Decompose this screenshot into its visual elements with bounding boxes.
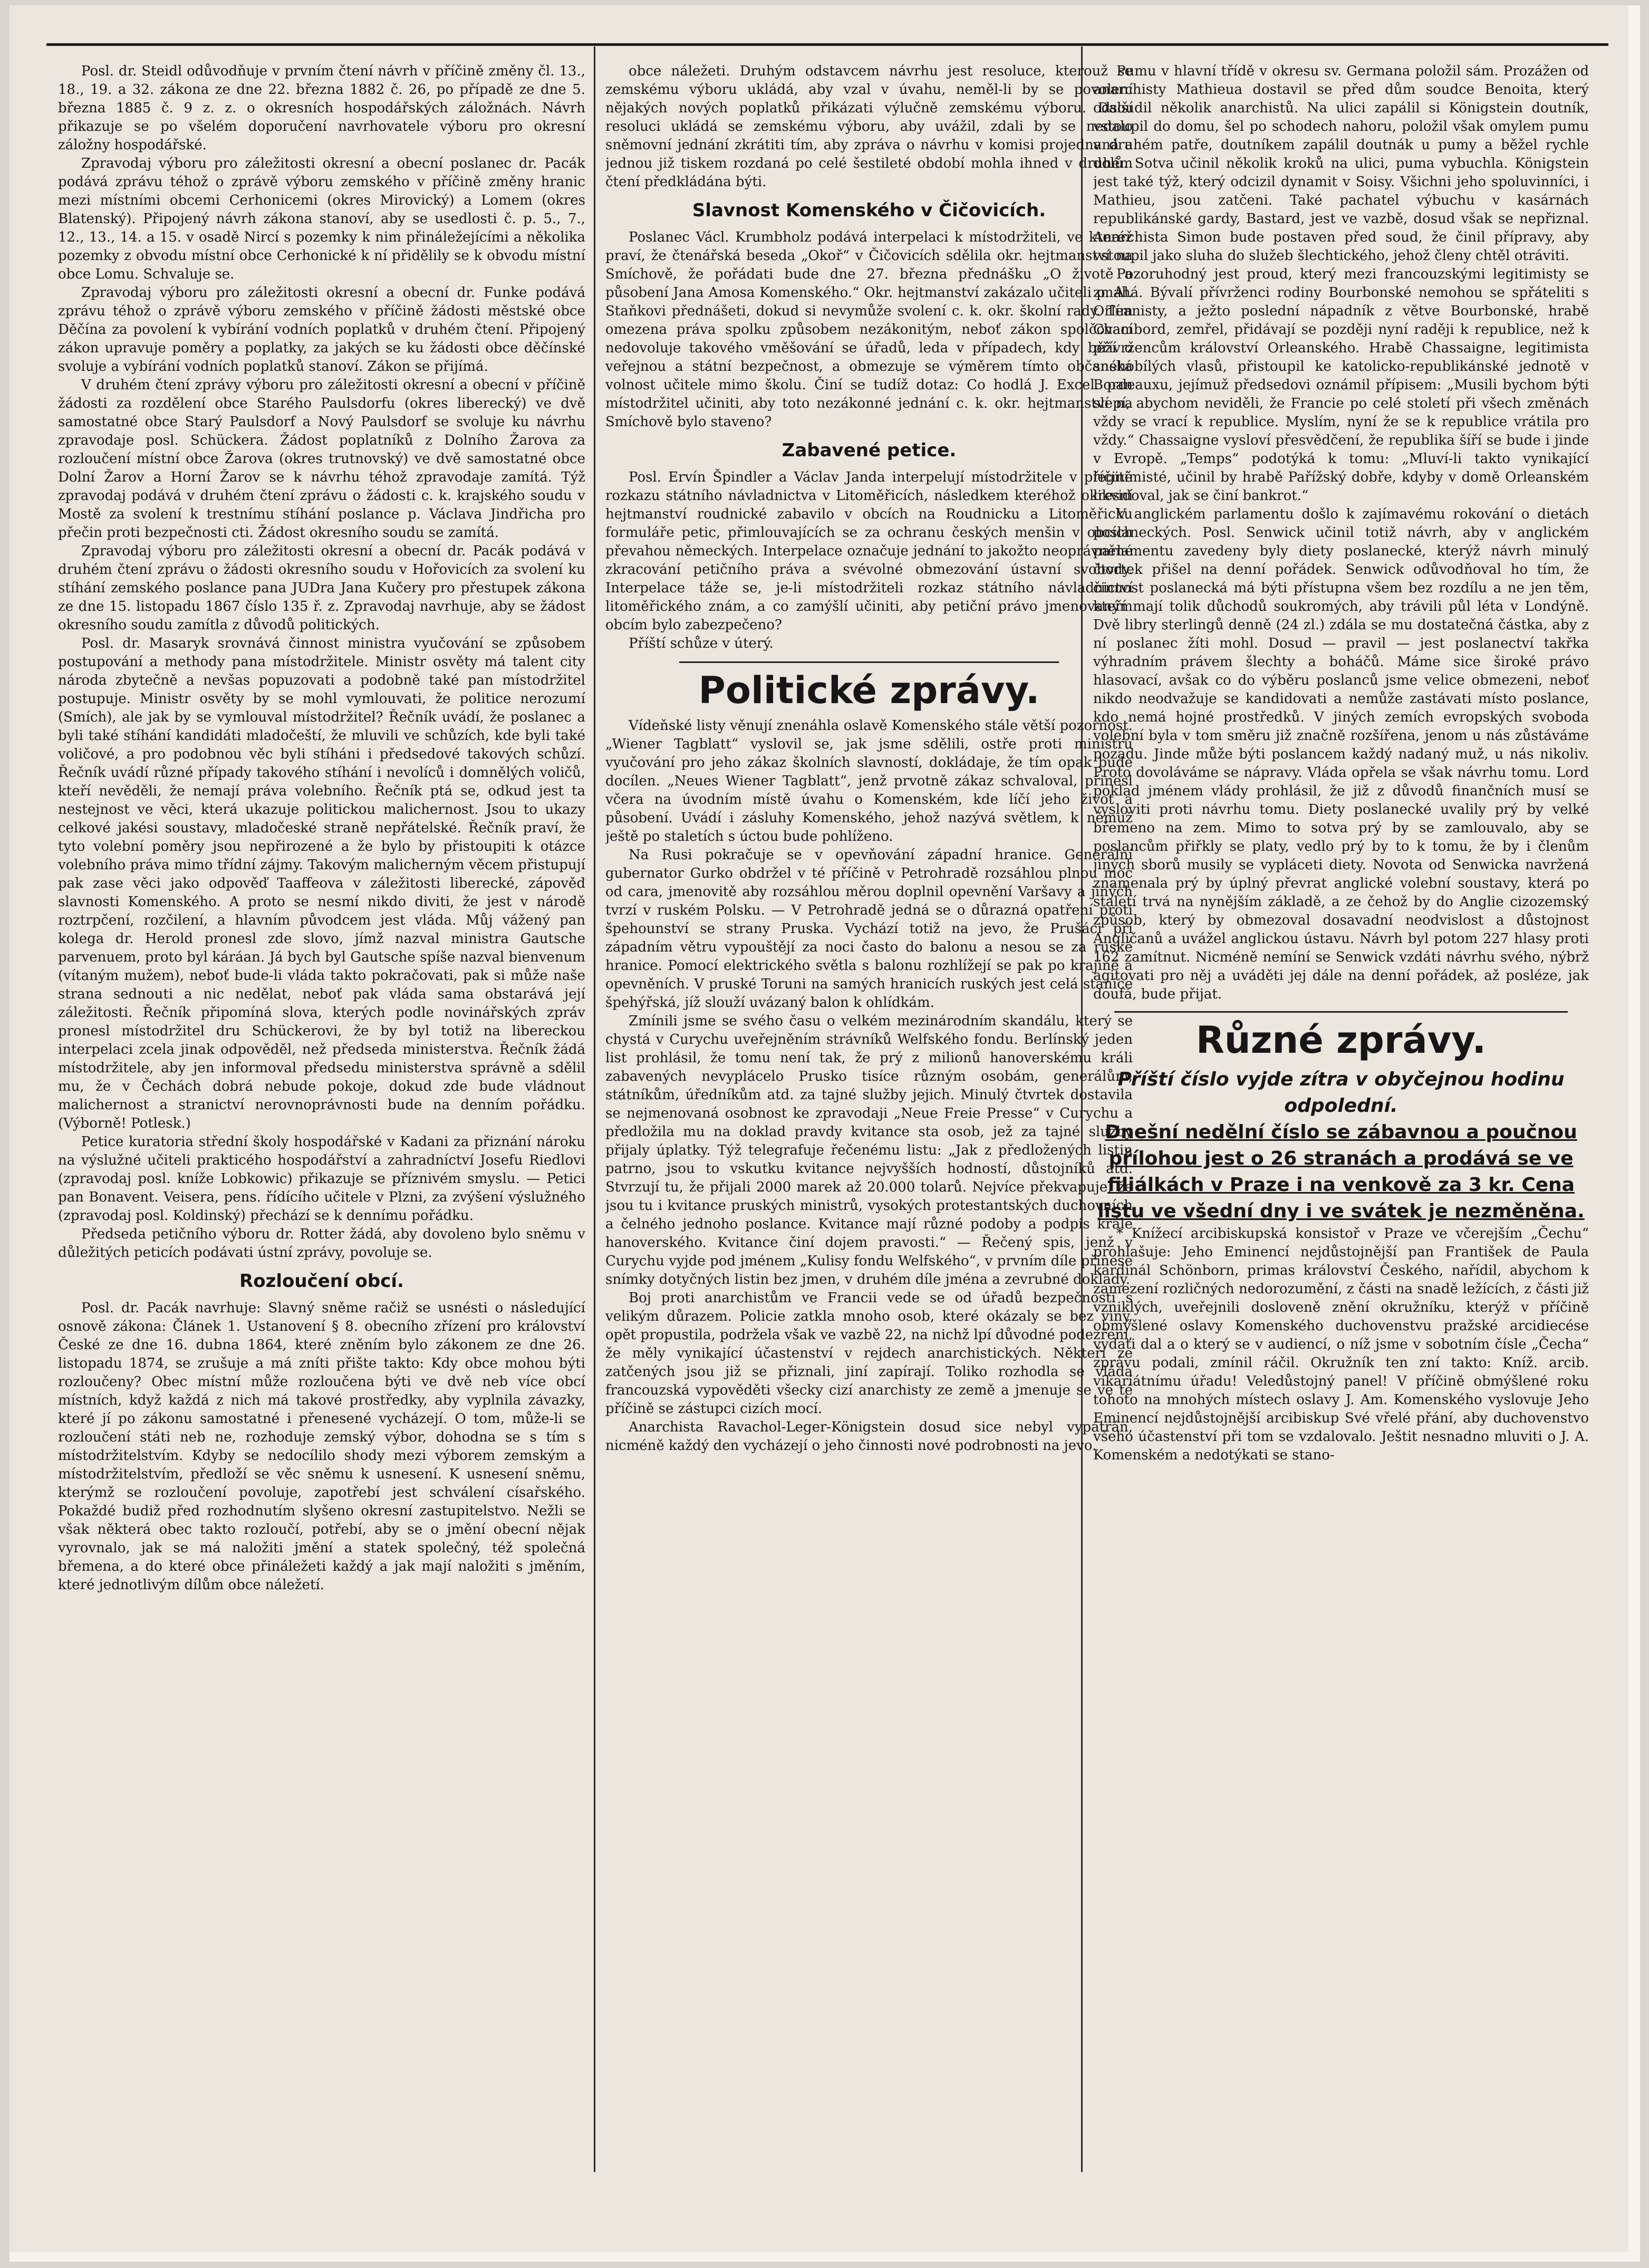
section-title: Politické zprávy.	[698, 669, 1040, 712]
article-text: Pozoruhodný jest proud, který mezi francouzskými legitimisty se zmáhá. Bývalí přívrženci rodiny Bourbonské nemohou se spřáteliti s Orleanisty, a ježto poslední nápadník z větve Bourbonské, hrabě Chambord, zemřel, přidávají se později nyní raději k republice, než k přívržencům království Orleanského. Hrabě Chassaigne, legitimista snéhobílých vlasů, přistoupil ke katolicko-republikánské jednotě v Bordeauxu, jejímuž předsedovi oznámil přípisem: „Musili bychom býti slepí, abychom neviděli, že Francie po celé století při všech změnách vždy se vrací k republice. Myslím, nyní že se k republice vrátila pro vždy.“ Chassaigne vysloví přesvědčení, že republika šíří se bude i jinde v Evropě. „Temps“ podotýká k tomu: „Mluví-li takto vynikající legitimisté, učinil by hrabě Pařížský dobře, kdyby v domě Orleanském likvidoval, jak se činí bankrot.“	[1093, 266, 1589, 504]
article-text: Zpravodaj výboru pro záležitosti okresní a obecní dr. Funke podává zprávu téhož o zprávě výboru zemského v příčině žádosti městské obce Děčína za povolení k vybírání vodních poplatků v druhém čtení. Připojený zákon upravuje poměry a poplatky, za jakých se ku žádosti obce děčínské svoluje a vybírání vodních poplatků stanoví. Zákon se přijímá.	[58, 285, 585, 374]
column-3	[1093, 62, 1589, 2172]
article-text: Posl. dr. Steidl odůvodňuje v prvním čtení návrh v příčině změny čl. 13., 18., 19. a 32. zákona ze dne 22. března 1882 č. 26, po případě ze dne 5. března 1885 č. 9 z. z. o okresních hospodářských záložnách. Návrh přikazuje se po všelém doporučení navrhovatele výboru pro okresní záložny hospodářské.	[58, 63, 585, 153]
page-edge-right	[1628, 5, 1640, 2262]
article-text: Posl. Ervín Špindler a Václav Janda interpelují místodržitele v příčině rozkazu státního návladnictva v Litoměřicích, následkem kteréhož okresní hejtmanství roudnické zabavilo v obcích na Roudnicku a Litoměřicku formuláře petic, přimlouvajících se za ochranu českých menšin v obcích převahou německých. Interpelace označuje jednání to jakožto neoprávněné zkracování petičního práva a svévolné obmezování ústavní svobody. Interpelace táže se, je-li místodržiteli rozkaz státního návladnictví litoměřického znám, a co zamýšlí učiniti, aby petiční právo jmenovaným obcím bylo zabezpečeno?	[605, 469, 1133, 633]
divider	[1114, 1011, 1568, 1013]
article-text: Předseda petičního výboru dr. Rotter žádá, aby dovoleno bylo sněmu v důležitých peticích podávati ústní zprávy, povoluje se.	[58, 1226, 585, 1261]
column-rule-1	[594, 46, 595, 2172]
divider	[679, 661, 1059, 663]
section-heading: Rozloučení obcí.	[239, 1271, 404, 1292]
article-text: * Knížecí arcibiskupská konsistoř v Praze ve včerejším „Čechu“ prohlašuje: Jeho Eminencí nejdůstojnější pan František de Paula kardinál Schönborn, primas království Českého, nařídil, abychom k zamezení rozličných nedorozumění, z části na snadě ležících, z části již vzniklých, uveřejnili dosloveně znění okružníku, kterýž v příčině obmýšlené oslavy Komenského duchovenstvu pražské arcidiecése vydati dal a o který se v audiencí, o níž jsme v sobotním čísle „Čecha“ zprávu podali, zmínil ráčil. Okružník ten zní takto: Kníž. arcib. vikariátnímu úřadu! Veledůstojný panel! V příčině obmýšlené roku tohoto na mnohých místech oslavy J. Am. Komenského vyslovuje Jeho Eminencí nejdůstojnější arcibiskup Své vřelé přání, aby duchovenstvo všeho účastenství při tom se vzdalovalo. Ještit nesnadno mluviti o J. A. Komenském a nedotýkati se stano-	[1093, 1226, 1589, 1463]
article-text: Vídeňské listy věnují znenáhla oslavě Komenského stále větší pozornost. „Wiener Tagblatt“ vyslovil se, jak jsme sdělili, ostře proti ministru vyučování pro jeho zákaz školních slavností, dokládaje, že tím opak bude docílen. „Neues Wiener Tagblatt“, jenž prvotně zákaz schvaloval, přinesl včera na úvodním místě úvahu o Komenském, kde líčí jeho život a působení. Uvádí i zásluhy Komenského, jehož nazývá světlem, k němuž ještě po staletích s úctou bude pohlíženo.	[605, 718, 1133, 844]
article-text: Anarchista Ravachol-Leger-Königstein dosud sice nebyl vypátrán, nicméně každý den vycházejí o jeho činnosti nové podrobnosti na jevo.	[605, 1419, 1133, 1454]
article-text: Poslanec Václ. Krumbholz podává interpelaci k místodržiteli, ve kteréž praví, že čtenářská beseda „Okoř“ v Čičovicích sdělila okr. hejtmanství na Smíchově, že pořádati bude dne 27. března přednášku „O životě a působení Jana Amosa Komenského.“ Okr. hejtmanství zakázalo učiteli p. Al. Staňkovi přednášeti, dokud si nevymůže svolení c. k. okr. školní rady. Tím omezena práva spolku způsobem nezákonitým, neboť zákon spolčovací nedovoluje takového vměšování se úřadů, leda v případech, kdy běží o veřejnou a státní bezpečnost, a obmezuje se výměrem tímto občanská volnost učitele mimo školu. Činí se tudíž dotaz: Co hodlá J. Excel. pan místodržitel učiniti, aby toto nezákonné jednání c. k. okr. hejtmanství na Smíchově bylo staveno?	[605, 229, 1133, 430]
article-text: Petice kuratoria střední školy hospodářské v Kadani za přiznání nároku na výslužné učiteli prakticého hospodářství a zahradníctví Josefu Riedlovi (zpravodaj posl. kníže Lobkowic) přikazuje se příznivém smyslu. — Petici pan Bonavent. Veisera, pens. řídícího učitele v Plzni, za zvýšení výslužného (zpravodaj posl. Koldinský) přechází se k dennímu pořádku.	[58, 1134, 585, 1224]
notice-sunday-supplement: Dnešní nedělní číslo se zábavnou a poučnou přílohou jest o 26 stranách a prodává se ve filiálkách v Praze i na venkově za 3 kr. Cena listu ve všední dny i ve svátek je nezměněna.	[1097, 1121, 1585, 1222]
article-text: V druhém čtení zprávy výboru pro záležitosti okresní a obecní v příčině žádosti za rozdělení obce Starého Paulsdorfu (okres liberecký) ve dvě samostatné obce Starý Paulsdorf a Nový Paulsdorf se svoluje ku návrhu zpravodaje posl. Schückera. Žádost poplatníků z Dolního Žarova za rozloučení místní obce Žarova (okres trutnovský) ve dvě samostatné obce Dolní Žarov a Horní Žarov se k návrhu téhož zpravodaje zamítá. Týž zpravodaj podává v druhém čtení zprávu o žádosti c. k. krajského soudu v Mostě za svolení k trestnímu stíhání poslance p. Václava Jindřicha pro přečin proti bezpečnosti cti. Žádost okresního soudu se zamítá.	[58, 377, 585, 541]
article-text: Posl. dr. Masaryk srovnává činnost ministra vyučování se způsobem postupování a methody pana místodržitele. Ministr osvěty má talent city národa zbytečně a nevšas popuzovati a podobně také pan místodržitel postupuje. Ministr osvěty by se mohl vymlouvati, že politice nerozumí (Smích), ale jak by se vymlouval místodržitel? Řečník uvádí, že poslanec a byli také stíhání kandidáti mladočeští, že mluvili ve schůzích, kde byli také voličové, a pro podobnou věc byli stíháni i předsedové takových schůzí. Řečník uvádí různé případy takového stíhání i nevolíců i domnělých voličů, kteří nevěděli, že nemají práva volebního. Řečník ptá se, odkud jest ta nestejnost ve věci, která ukazuje politickou malichernost. Jsou to ukazy celkové jakési soustavy, mladočeské straně nepřátelské. Řečník praví, že tyto volební poměry jsou nepřirozené a že bylo by přistoupiti k otázce volebního práva mimo třídní zájmy. Takovým malicherným věcem přistupují pak zase věci jako odpověď Taaffeova v záležitosti liberecké, zápověď slavnosti Komenského. A proto se nesmí nikdo diviti, že jest v národě roztrpčení, rozčilení, a hlavním původcem jest vláda. Můj vážený pan kolega dr. Herold pronesl zde slovo, jímž nazval ministra Gautsche parvenuem, proto byl káráan. Já bych byl Gautsche spíše nazval bienvenum (vítaným mužem), neboť bude-li vláda takto pokračovati, pak si může naše strana sednouti a nic nedělat, neboť pak vláda sama obstarává její záležitosti. Řečník připomíná slova, kterých podle novinářských zpráv pronesl místodržitel dru Schückerovi, že by byl totiž na libereckou interpelaci zcela jinak odpověděl, než předseda ministerstva. Řečník žádá místodržitele, aby jen informoval předsedu ministerstva správně a sdělil mu, že v Čechách dobrá nebude pokoje, dokud zde bude vládnout malichernost a stranictví nerovnoprávnosti bude na denním pořádku. (Výborně! Potlesk.)	[58, 636, 585, 1131]
column-1	[58, 62, 585, 2172]
article-text: Posl. dr. Pacák navrhuje: Slavný sněme račiž se usnésti o následující osnově zákona: Článek 1. Ustanovení § 8. obecního zřízení pro království České ze dne 16. dubna 1864, které zněním bylo zákonem ze dne 26. listopadu 1874, se zrušuje a má zníti přište takto: Kdy obce mohou býti rozloučeny? Obec místní může rozloučena býti ve dvě neb více obcí místních, když každá z nich má takové prostředky, aby vyplnila závazky, které jí po zákonu samostatné i přenesené vycházejí. O tom, může-li se rozloučení státi neb ne, rozhoduje zemský výbor, dohodna se s tím s místodržitelstvím. Kdyby se nedocílilo shody mezi výborem zemským a místodržitelstvím, předloží se věc sněmu k usnesení. K usnesení sněmu, kterýmž se rozloučení povoluje, zapotřebí jest schválení císařského. Pokaždé budiž před rozhodnutím slyšeno okresní zastupitelstvo. Nežli se však některá obec takto rozloučí, potřebí, aby se o jmění obecní nějak vyrovnalo, jak se má naložiti jmění a statek společný, též společná břemena, a do které obce přináležeti každý a jak mají naložiti s jměním, které jednotlivým dílům obce náležetí.	[58, 1300, 585, 1593]
article-text: Zpravodaj výboru pro záležitosti okresní a obecní dr. Pacák podává v druhém čtení zprávu o žádosti okresního soudu v Hořovicích za svolení ku stíhání zemského poslance pana JUDra Jana Kučery pro přestupek zákona ze dne 15. listopadu 1867 číslo 135 ř. z. Zpravodaj navrhuje, aby se žádost okresního soudu zamítla z důvodů politických.	[58, 543, 585, 633]
article-text: obce náležeti. Druhým odstavcem návrhu jest resoluce, kterouž se zemskému výboru ukládá, aby vzal v úvahu, neměl-li by se povolení nějakých nových poplatků přikázati výlučně zemskému výboru. Další resoluci ukládá se zemskému výboru, aby uvážil, zdali by se nedalo sněmovní jednání zkrátiti tím, aby zpráva o návrhu v komisi projednaná a jednou již tiskem rozdaná po celé šestileté období mohla ihned v druhém čtení předkládána býti.	[605, 63, 1133, 190]
article-text: V anglickém parlamentu došlo k zajímavému rokování o dietách poslaneckých. Posl. Senwick učinil totiž návrh, aby v anglickém parlamentu zavedeny byly diety poslanecké, kterýž návrh minulý čtvrtek přišel na denní pořádek. Senwick odůvodňoval ho tím, že činnost poslanecká má býti přístupna všem bez rozdílu a ne jen těm, kteří mají tolik důchodů soukromých, aby trávili půl léta v Londýně. Dvě libry sterlingů denně (24 zl.) zdála se mu dostatečná částka, aby z ní poslanec žíti mohl. Dosud — pravil — jest poslanectví takřka výhradním právem šlechty a boháčů. Máme sice široké právo hlasovací, avšak co do výběru poslanců jsme velice obmezeni, neboť nikdo neodvažuje se kandidovati a nemůže zastávati místo poslance, kdo nemá hojné prostředků. V jiných zemích evropských svoboda volební byla v tom směru již značně rozšířena, jenom u nás zůstáváme pozadu. Jinde může býti poslancem každý nadaný muž, u nás nikoliv. Proto dovoláváme se nápravy. Vláda opřela se však návrhu tomu. Lord poklad jménem vlády prohlásil, že již z důvodů finančních musí se vysloviti proti návrhu tomu. Diety poslanecké uvalily prý by velké břemeno na zem. Mimo to sotva prý by se zamlouvalo, aby se poslancům přiřkly se platy, vedlo prý by to k tomu, že by i členům jiných sborů musily se vypláceti diety. Novota od Senwicka navržená znamenala prý by úplný převrat anglické volební soustavy, která po staletí trvá na nynějším základě, a ze čehož by do Anglie cizozemský způsob, který by obmezoval dosavadní neodvislost a důstojnost Angličanů a uvážel anglickou ústavu. Návrh byl potom 227 hlasy proti 162 zamítnut. Nicméně nemíní se Senwick vzdáti návrhu svého, nýbrž agitovati pro něj a uváděti jej dále na denní pořádek, až posléze, jak doufá, bude přijat.	[1093, 506, 1589, 1002]
article-text: Na Rusi pokračuje se v opevňování západní hranice. Generální gubernator Gurko obdržel v té příčině v Petrohradě rozsáhlou plnou moc od cara, jmenovitě aby rozsáhlou měrou doplnil opevnění Varšavy a jiných tvrzí v ruském Polsku. — V Petrohradě jedná se o důrazná opatření proti špehounství se strany Pruska. Vychází totiž na jevo, že Prušáci při západním větru vypouštějí za noci často do balonu a nesou se za ruské hranice. Pomocí elektrického světla s balonu rozhlížejí se pak po krajině a opevněních. V pruské Toruni na samých hranicích ruských jest celá stanice špehýřská, jíž slouží uvázaný balon k ohlídkám.	[605, 847, 1133, 1011]
article-text: Příští schůze v úterý.	[629, 636, 774, 651]
article-text: Boj proti anarchistům ve Francii vede se od úřadů bezpečnosti s velikým důrazem. Policie zatkla mnoho osob, které okázaly se bez viny, opět propustila, podržela však ve vazbě 22, na nichž lpí důvodné podezření, že měly vynikající účastenství v rejdech anarchistických. Někteří ze zatčených jsou již se přiznali, jiní zapírají. Toliko rozhodla se vláda francouzská vypověděti všecky cizí anarchisty ze země a jmenuje se ve té příčině se zástupci cizích mocí.	[605, 1290, 1133, 1417]
section-heading: Slavnost Komenského v Čičovicích.	[692, 200, 1046, 221]
notice-next-issue: Příští číslo vyjde zítra v obyčejnou hodinu odpolední.	[1117, 1069, 1565, 1117]
article-text: Pumu v hlavní třídě v okresu sv. Germana položil sám. Prozážen od anarchisty Mathieua dostavil se před dům soudce Benoita, který odsoudil několik anarchistů. Na ulici zapálil si Königstein doutník, vstoupil do domu, šel po schodech nahoru, položil však omylem pumu v druhém patře, doutníkem zapálil doutnák u pumy a běžel rychle dolů. Sotva učinil několik kroků na ulici, puma vybuchla. Königstein jest také týž, který odcizil dynamit v Soisy. Všichni jeho spoluvinníci, i Mathieu, jsou zatčeni. Také pachatel výbuchu v kasárnách republikánské gardy, Bastard, jest ve vazbě, dosud však se nepřiznal. Anarchista Simon bude postaven před soud, že činil přípravy, aby vstoupil jako sluha do služeb šlechtického, jehož členy chtěl otráviti.	[1093, 63, 1589, 264]
article-text: Zmínili jsme se svého času o velkém mezinárodním skandálu, který se chystá v Curychu uveřejněním strávníků Welfského fondu. Berlínský jeden list prohlásil, že tomu není tak, že prý z milionů hanoverskému králi zabavených nevyplácelo Prusko tisíce různým osobám, generálům, státníkům, úředníkům atd. za tajné služby jejich. Minulý čtvrtek dostavila se nejmenovaná osobnost ke zpravodaji „Neue Freie Presse“ v Curychu a předložila mu na doklad pravdy kvitance sta osob, jež za tajné služby přijaly úplatky. Týž telegrafuje řečenému listu: „Jak z předložených listin patrno, jsou to vskutku kvitance nejvyšších hodností, důstojníků atd. Stvrzují tu, že přijali 2000 marek až 20.000 tolarů. Nejvíce překvapuje, že jsou tu i kvitance pruských ministrů, vysokých protestantských duchovních a čelného jednoho poslance. Kvitance mají různé podoby a podpis krále hanoverského. Kvitance činí dojem pravosti.“ — Řečený spis, jenž v Curychu vyjde pod jménem „Kulisy fondu Welfského“, v prvním díle přinese snímky dotyčných listin bez jmen, v druhém díle jména a zevrubné doklady.	[605, 1013, 1133, 1287]
top-rule	[46, 43, 1608, 46]
newspaper-page	[9, 5, 1640, 2262]
section-heading: Zabavené petice.	[782, 440, 957, 461]
article-text: Zpravodaj výboru pro záležitosti okresní a obecní poslanec dr. Pacák podává zprávu téhož o zprávě výboru zemského v příčině změny hranic mezi místními obcemi Cerhonicemi (okres Mirovický) a Lomem (okres Blatenský). Připojený návrh zákona stanoví, aby se usedlosti č. p. 5., 7., 12., 13., 14. a 15. v osadě Nircí s pozemky k nim přináležejícími a několika pozemky z obvodu místní obce Cerhonické k ní přidělily se k obvodu místní obce Lomu. Schvaluje se.	[58, 156, 585, 282]
column-2	[605, 62, 1133, 2172]
section-title: Různé zprávy.	[1195, 1018, 1487, 1062]
page-edge-bottom	[9, 2252, 1640, 2262]
